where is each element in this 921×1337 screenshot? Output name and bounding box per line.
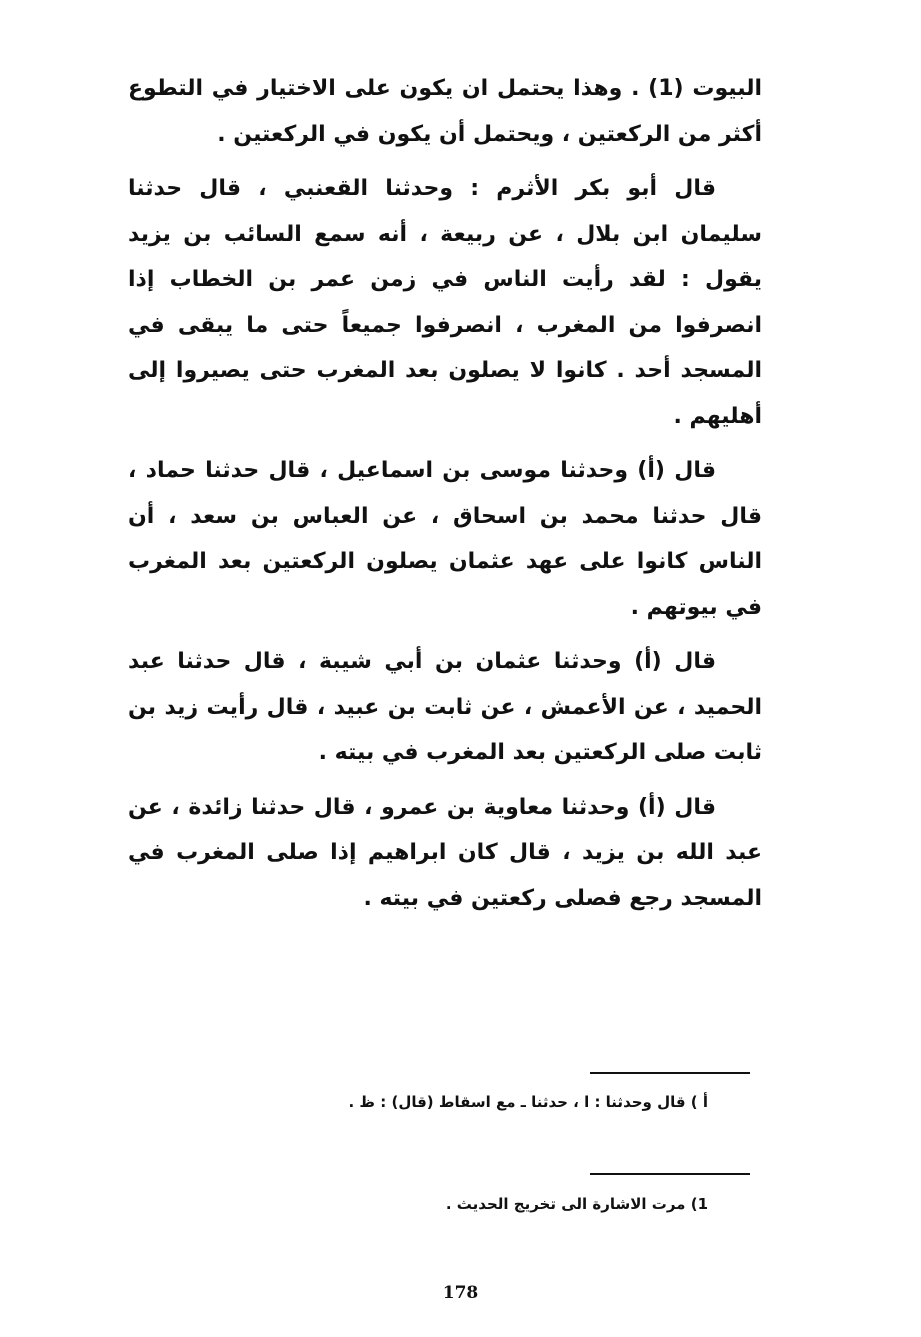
- paragraph-musa-report: قال (أ) وحدثنا موسى بن اسماعيل ، قال حدثنا حماد ، قال حدثنا محمد بن اسحاق ، عن العباس بن سعد ، أن الناس كانوا على عهد عثمان يصلون الركعتين بعد المغرب في بيوتهم .: [128, 458, 762, 620]
- paragraph-uthman-report: قال (أ) وحدثنا عثمان بن أبي شيبة ، قال حدثنا عبد الحميد ، عن الأعمش ، عن ثابت بن عبيد ، قال رأيت زيد بن ثابت صلى الركعتين بعد المغرب في بيته .: [128, 649, 762, 765]
- page-number: 178: [442, 1283, 479, 1303]
- footnote-reference: 1) مرت الاشارة الى تخريج الحديث .: [445, 1195, 708, 1213]
- footnote-variant: أ ) قال وحدثنا : ا ، حدثنا ـ مع اسقاط (قال) : ظ .: [348, 1093, 708, 1111]
- paragraph-muawiya-report: قال (أ) وحدثنا معاوية بن عمرو ، قال حدثنا زائدة ، عن عبد الله بن يزيد ، قال كان ابراهيم إذا صلى المغرب في المسجد رجع فصلى ركعتين في بيته .: [128, 794, 762, 911]
- main-text: [128, 66, 762, 930]
- footnote-divider-variant: [590, 1072, 750, 1074]
- paragraph-continuation: البيوت (1) . وهذا يحتمل ان يكون على الاختيار في التطوع أكثر من الركعتين ، ويحتمل أن يكون في الركعتين .: [128, 76, 762, 147]
- footnote-divider-reference: [590, 1173, 750, 1175]
- paragraph-athram-report: قال أبو بكر الأثرم : وحدثنا القعنبي ، قال حدثنا سليمان ابن بلال ، عن ربيعة ، أنه سمع السائب بن يزيد يقول : لقد رأيت الناس في زمن عمر بن الخطاب إذا انصرفوا من المغرب ، انصرفوا جميعاً حتى ما يبقى في المسجد أحد . كانوا لا يصلون بعد المغرب حتى يصيروا إلى أهليهم .: [128, 176, 762, 429]
